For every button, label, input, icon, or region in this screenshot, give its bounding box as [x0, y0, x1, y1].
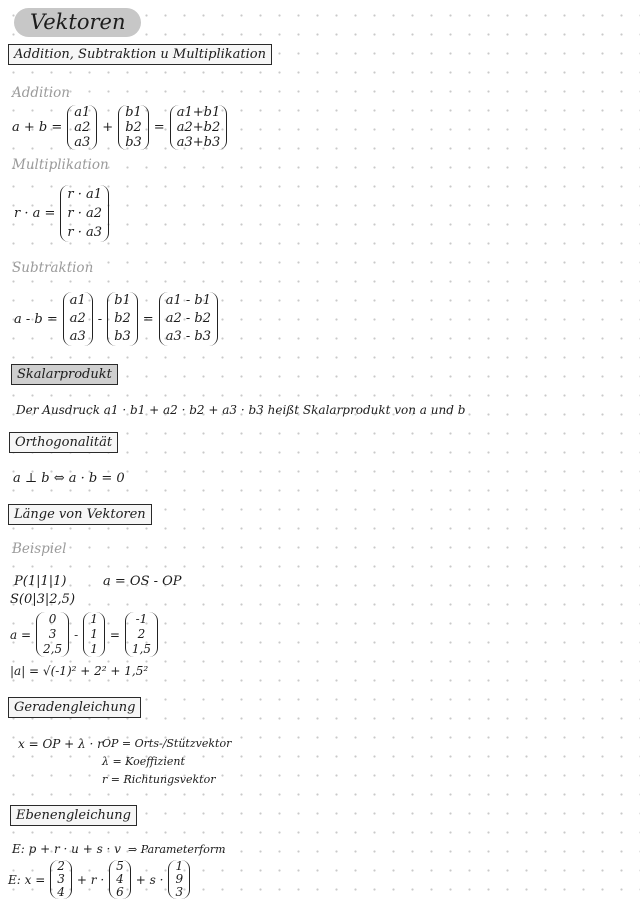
- dot-product-text: Der Ausdruck a1 · b1 + a2 · b2 + a3 · b3 heißt Skalarprodukt von a und b: [16, 403, 466, 417]
- subtraction-formula: [14, 292, 218, 346]
- vector-a: a1 a2 a3: [63, 292, 93, 346]
- subtraction-lhs: a - b =: [14, 311, 58, 327]
- addition-label: Addition: [12, 85, 70, 101]
- section-heading-line-equation: Geradengleichung: [8, 697, 141, 718]
- legend-direction-vector: r = Richtungsvektor: [102, 773, 216, 786]
- addition-formula: [12, 105, 227, 150]
- line-equation: x = OP + λ · r: [18, 737, 103, 751]
- section-heading-operations: Addition, Subtraktion u Multiplikation: [8, 44, 272, 65]
- plus-s: + s ·: [135, 872, 164, 887]
- plane-example: [8, 860, 190, 899]
- vector-a: a1 a2 a3: [67, 105, 97, 150]
- vector-length-formula: |a| = √(-1)² + 2² + 1,5²: [10, 664, 149, 678]
- equals-sign: =: [109, 627, 120, 642]
- vector-op: 1 1 1: [83, 612, 105, 657]
- plus-sign: +: [102, 120, 114, 135]
- parameter-form-label: ⇒ Parameterform: [128, 843, 226, 856]
- vector-result: -1 2 1,5: [125, 612, 158, 657]
- minus-sign: -: [74, 627, 79, 642]
- equals-sign: =: [153, 120, 165, 135]
- addition-lhs: a + b =: [12, 120, 63, 135]
- vector-p: 2 3 4: [50, 860, 72, 899]
- length-calculation: [10, 612, 158, 657]
- legend-position-vector: OP = Orts-/Stützvektor: [102, 737, 232, 750]
- vector-u: 5 4 6: [109, 860, 131, 899]
- vector-os: 0 3 2,5: [36, 612, 69, 657]
- vector-scaled: r · a1 r · a2 r · a3: [60, 185, 109, 242]
- orthogonality-formula: a ⊥ b ⇔ a · b = 0: [13, 471, 125, 486]
- point-s: S(0|3|2,5): [10, 592, 76, 607]
- vector-difference: a1 - b1 a2 - b2 a3 - b3: [159, 292, 218, 346]
- minus-sign: -: [97, 311, 103, 327]
- multiplication-label: Multiplikation: [12, 157, 109, 173]
- example-label: Beispiel: [12, 541, 67, 557]
- section-heading-plane-equation: Ebenengleichung: [10, 805, 137, 826]
- subtraction-label: Subtraktion: [12, 260, 94, 276]
- section-heading-vector-length: Länge von Vektoren: [8, 504, 152, 525]
- calc-lhs: a =: [10, 627, 32, 642]
- point-p: P(1|1|1): [14, 574, 67, 589]
- plane-parameter-form: E: p + r · u + s · v: [12, 842, 121, 856]
- vector-b: b1 b2 b3: [118, 105, 149, 150]
- plane-lhs: E: x =: [8, 872, 46, 887]
- vector-definition: a = OS - OP: [103, 574, 182, 589]
- plus-r: + r ·: [76, 872, 105, 887]
- equals-sign: =: [142, 311, 154, 327]
- multiplication-lhs: r · a =: [14, 206, 56, 221]
- section-heading-dot-product: Skalarprodukt: [11, 364, 118, 385]
- page-title: Vektoren: [14, 8, 141, 37]
- legend-coefficient: λ = Koeffizient: [102, 755, 185, 768]
- section-heading-orthogonality: Orthogonalität: [9, 432, 118, 453]
- multiplication-formula: [14, 185, 109, 242]
- vector-v: 1 9 3: [168, 860, 190, 899]
- vector-sum: a1+b1 a2+b2 a3+b3: [170, 105, 228, 150]
- vector-b: b1 b2 b3: [107, 292, 138, 346]
